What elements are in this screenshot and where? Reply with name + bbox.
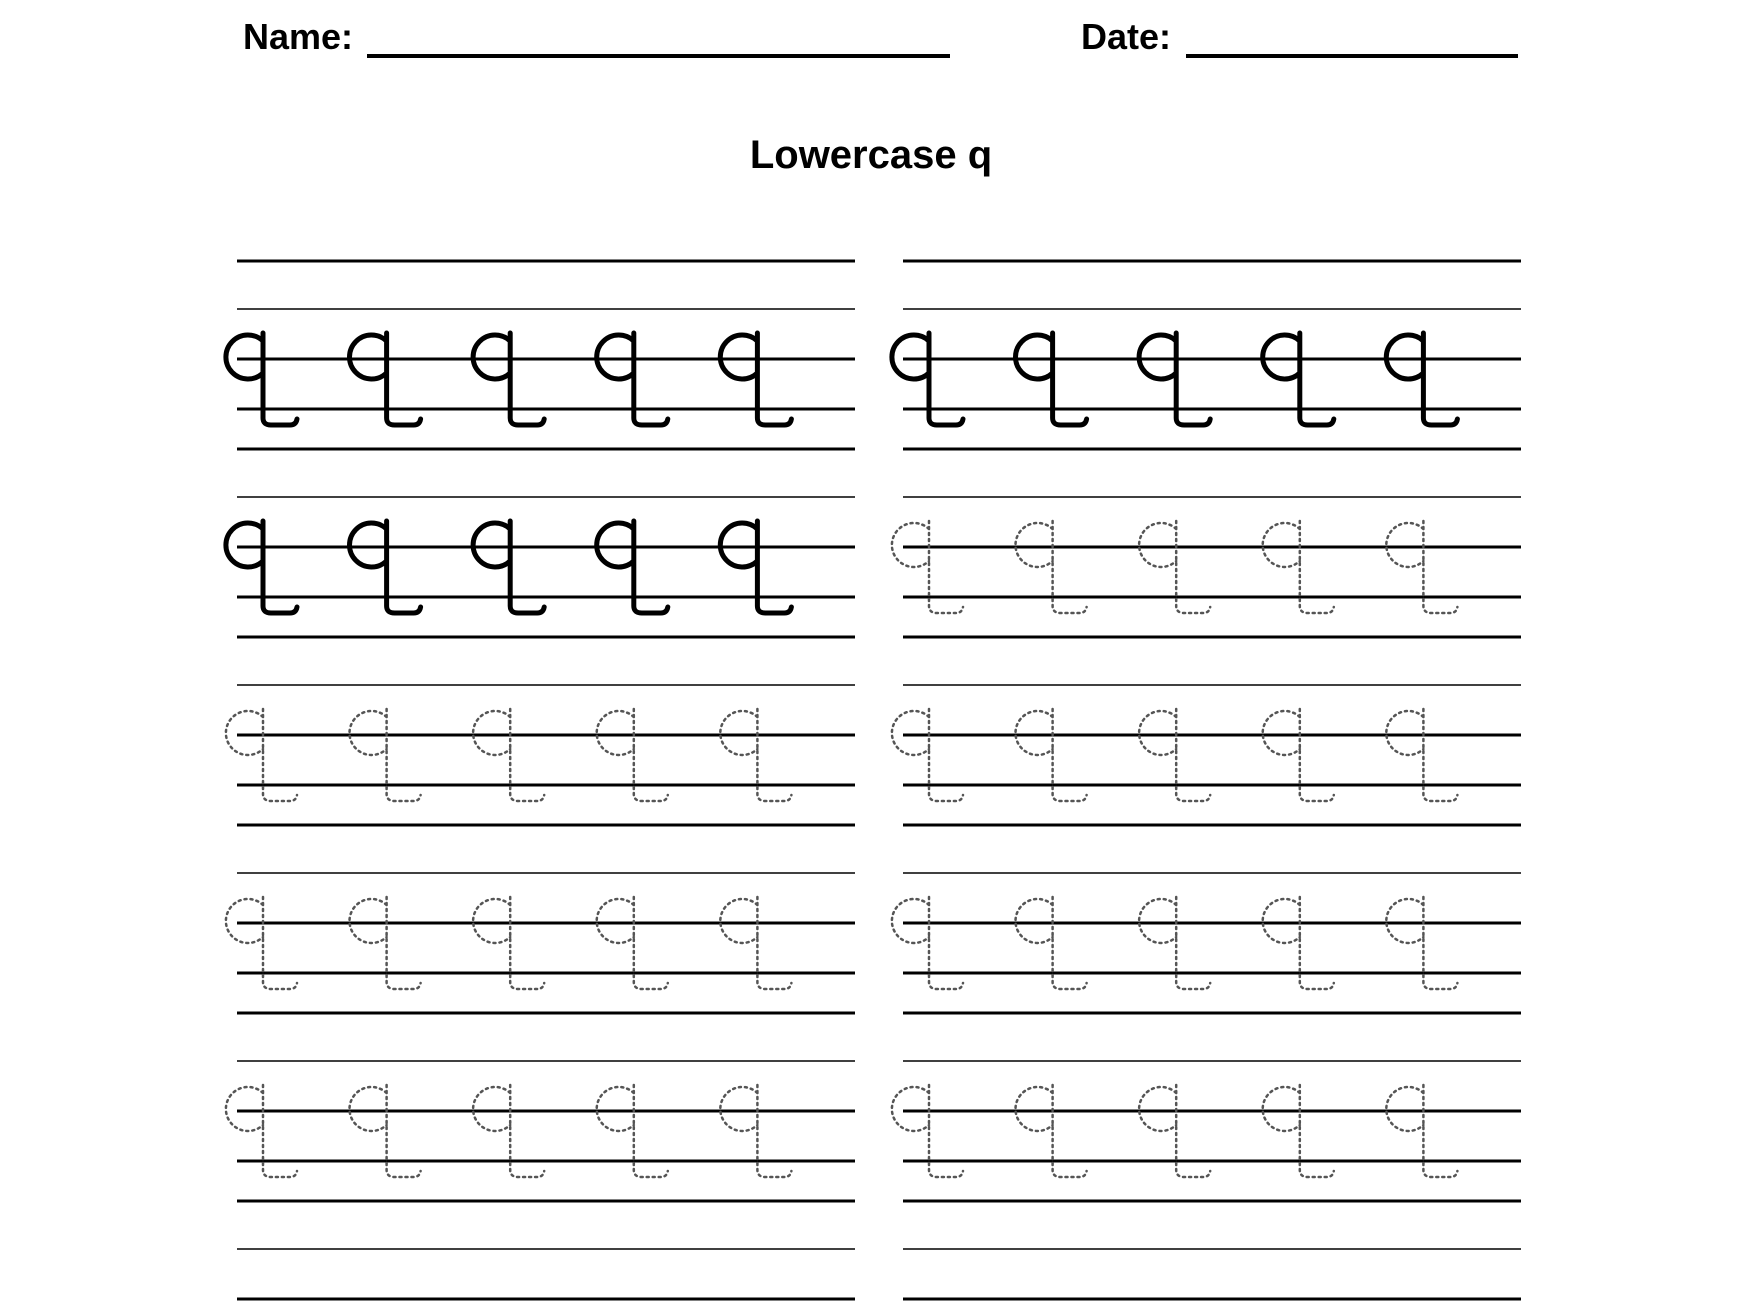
letter-q-trace[interactable] xyxy=(226,897,297,989)
letter-q-example xyxy=(597,333,668,425)
letter-q-stroke xyxy=(1386,709,1457,801)
letter-q-trace[interactable] xyxy=(1016,1085,1087,1177)
letter-q-stroke xyxy=(1016,897,1087,989)
letter-q-stroke xyxy=(1386,521,1457,613)
letter-q-example xyxy=(350,333,421,425)
letter-q-example xyxy=(350,521,421,613)
letter-q-stroke xyxy=(350,709,421,801)
letter-q-example xyxy=(597,521,668,613)
letter-q-stroke xyxy=(226,333,297,425)
letter-q-stroke xyxy=(1263,1085,1334,1177)
letter-q-stroke xyxy=(1016,333,1087,425)
letter-q-stroke xyxy=(1263,521,1334,613)
letter-q-trace[interactable] xyxy=(473,709,544,801)
letter-q-trace[interactable] xyxy=(473,1085,544,1177)
letter-q-trace[interactable] xyxy=(350,1085,421,1177)
letter-q-example xyxy=(1016,333,1087,425)
letter-q-stroke xyxy=(1139,521,1210,613)
name-label: Name: xyxy=(243,16,354,57)
letter-q-trace[interactable] xyxy=(892,1085,963,1177)
letter-q-stroke xyxy=(1386,333,1457,425)
letter-q-stroke xyxy=(597,1085,668,1177)
letter-q-trace[interactable] xyxy=(720,897,791,989)
letter-q-stroke xyxy=(720,521,791,613)
letter-q-trace[interactable] xyxy=(1263,897,1334,989)
letter-q-stroke xyxy=(226,521,297,613)
letter-q-stroke xyxy=(720,333,791,425)
letter-q-stroke xyxy=(350,333,421,425)
letter-q-stroke xyxy=(1139,1085,1210,1177)
letter-q-example xyxy=(1139,333,1210,425)
letter-q-stroke xyxy=(1139,897,1210,989)
letter-q-trace[interactable] xyxy=(720,709,791,801)
letter-q-stroke xyxy=(1016,1085,1087,1177)
letter-q-stroke xyxy=(473,1085,544,1177)
letter-q-stroke xyxy=(597,333,668,425)
letter-q-trace[interactable] xyxy=(1386,521,1457,613)
letter-q-stroke xyxy=(226,897,297,989)
letter-q-trace[interactable] xyxy=(597,709,668,801)
letter-q-trace[interactable] xyxy=(1139,521,1210,613)
letter-q-example xyxy=(473,333,544,425)
letter-q-stroke xyxy=(1386,897,1457,989)
letter-q-trace[interactable] xyxy=(720,1085,791,1177)
letter-q-stroke xyxy=(473,333,544,425)
letter-q-trace[interactable] xyxy=(892,897,963,989)
letter-q-example xyxy=(892,333,963,425)
letter-q-stroke xyxy=(892,709,963,801)
letter-q-stroke xyxy=(720,1085,791,1177)
letter-q-example xyxy=(720,333,791,425)
letter-q-example xyxy=(1386,333,1457,425)
letter-q-stroke xyxy=(1016,709,1087,801)
letter-q-stroke xyxy=(473,897,544,989)
letter-q-trace[interactable] xyxy=(1263,709,1334,801)
letter-q-stroke xyxy=(1139,709,1210,801)
letter-q-example xyxy=(720,521,791,613)
letter-q-stroke xyxy=(892,897,963,989)
letter-q-stroke xyxy=(1263,333,1334,425)
letter-q-trace[interactable] xyxy=(1016,709,1087,801)
letter-q-example xyxy=(473,521,544,613)
letter-q-trace[interactable] xyxy=(892,709,963,801)
letter-q-stroke xyxy=(892,333,963,425)
letter-q-trace[interactable] xyxy=(1139,709,1210,801)
page-title: Lowercase q xyxy=(749,133,993,177)
letter-q-trace[interactable] xyxy=(1386,897,1457,989)
letter-q-trace[interactable] xyxy=(1386,1085,1457,1177)
letter-q-stroke xyxy=(473,709,544,801)
letter-q-stroke xyxy=(720,897,791,989)
letter-q-stroke xyxy=(226,1085,297,1177)
letter-q-trace[interactable] xyxy=(473,897,544,989)
letter-q-stroke xyxy=(597,709,668,801)
letter-q-trace[interactable] xyxy=(597,1085,668,1177)
letter-q-trace[interactable] xyxy=(1016,897,1087,989)
letter-q-stroke xyxy=(350,1085,421,1177)
letter-q-example xyxy=(226,333,297,425)
letter-q-trace[interactable] xyxy=(1139,897,1210,989)
letter-q-trace[interactable] xyxy=(350,709,421,801)
date-label: Date: xyxy=(1081,16,1172,57)
letter-q-example xyxy=(1263,333,1334,425)
letter-q-stroke xyxy=(1386,1085,1457,1177)
letter-q-trace[interactable] xyxy=(1263,1085,1334,1177)
letter-q-stroke xyxy=(1016,521,1087,613)
letter-q-stroke xyxy=(1263,709,1334,801)
letter-q-trace[interactable] xyxy=(226,709,297,801)
letter-q-stroke xyxy=(226,709,297,801)
letter-q-stroke xyxy=(350,897,421,989)
letter-q-stroke xyxy=(473,521,544,613)
letter-q-stroke xyxy=(350,521,421,613)
letter-q-trace[interactable] xyxy=(1386,709,1457,801)
letter-q-stroke xyxy=(1139,333,1210,425)
letter-q-trace[interactable] xyxy=(226,1085,297,1177)
letter-q-stroke xyxy=(597,897,668,989)
letter-q-trace[interactable] xyxy=(350,897,421,989)
letter-q-stroke xyxy=(1263,897,1334,989)
letter-q-stroke xyxy=(597,521,668,613)
letter-q-trace[interactable] xyxy=(892,521,963,613)
letter-q-stroke xyxy=(892,1085,963,1177)
letter-q-stroke xyxy=(892,521,963,613)
letter-q-example xyxy=(226,521,297,613)
letter-q-trace[interactable] xyxy=(1263,521,1334,613)
letter-q-trace[interactable] xyxy=(1139,1085,1210,1177)
letter-q-trace[interactable] xyxy=(1016,521,1087,613)
letter-q-trace[interactable] xyxy=(597,897,668,989)
letter-q-stroke xyxy=(720,709,791,801)
